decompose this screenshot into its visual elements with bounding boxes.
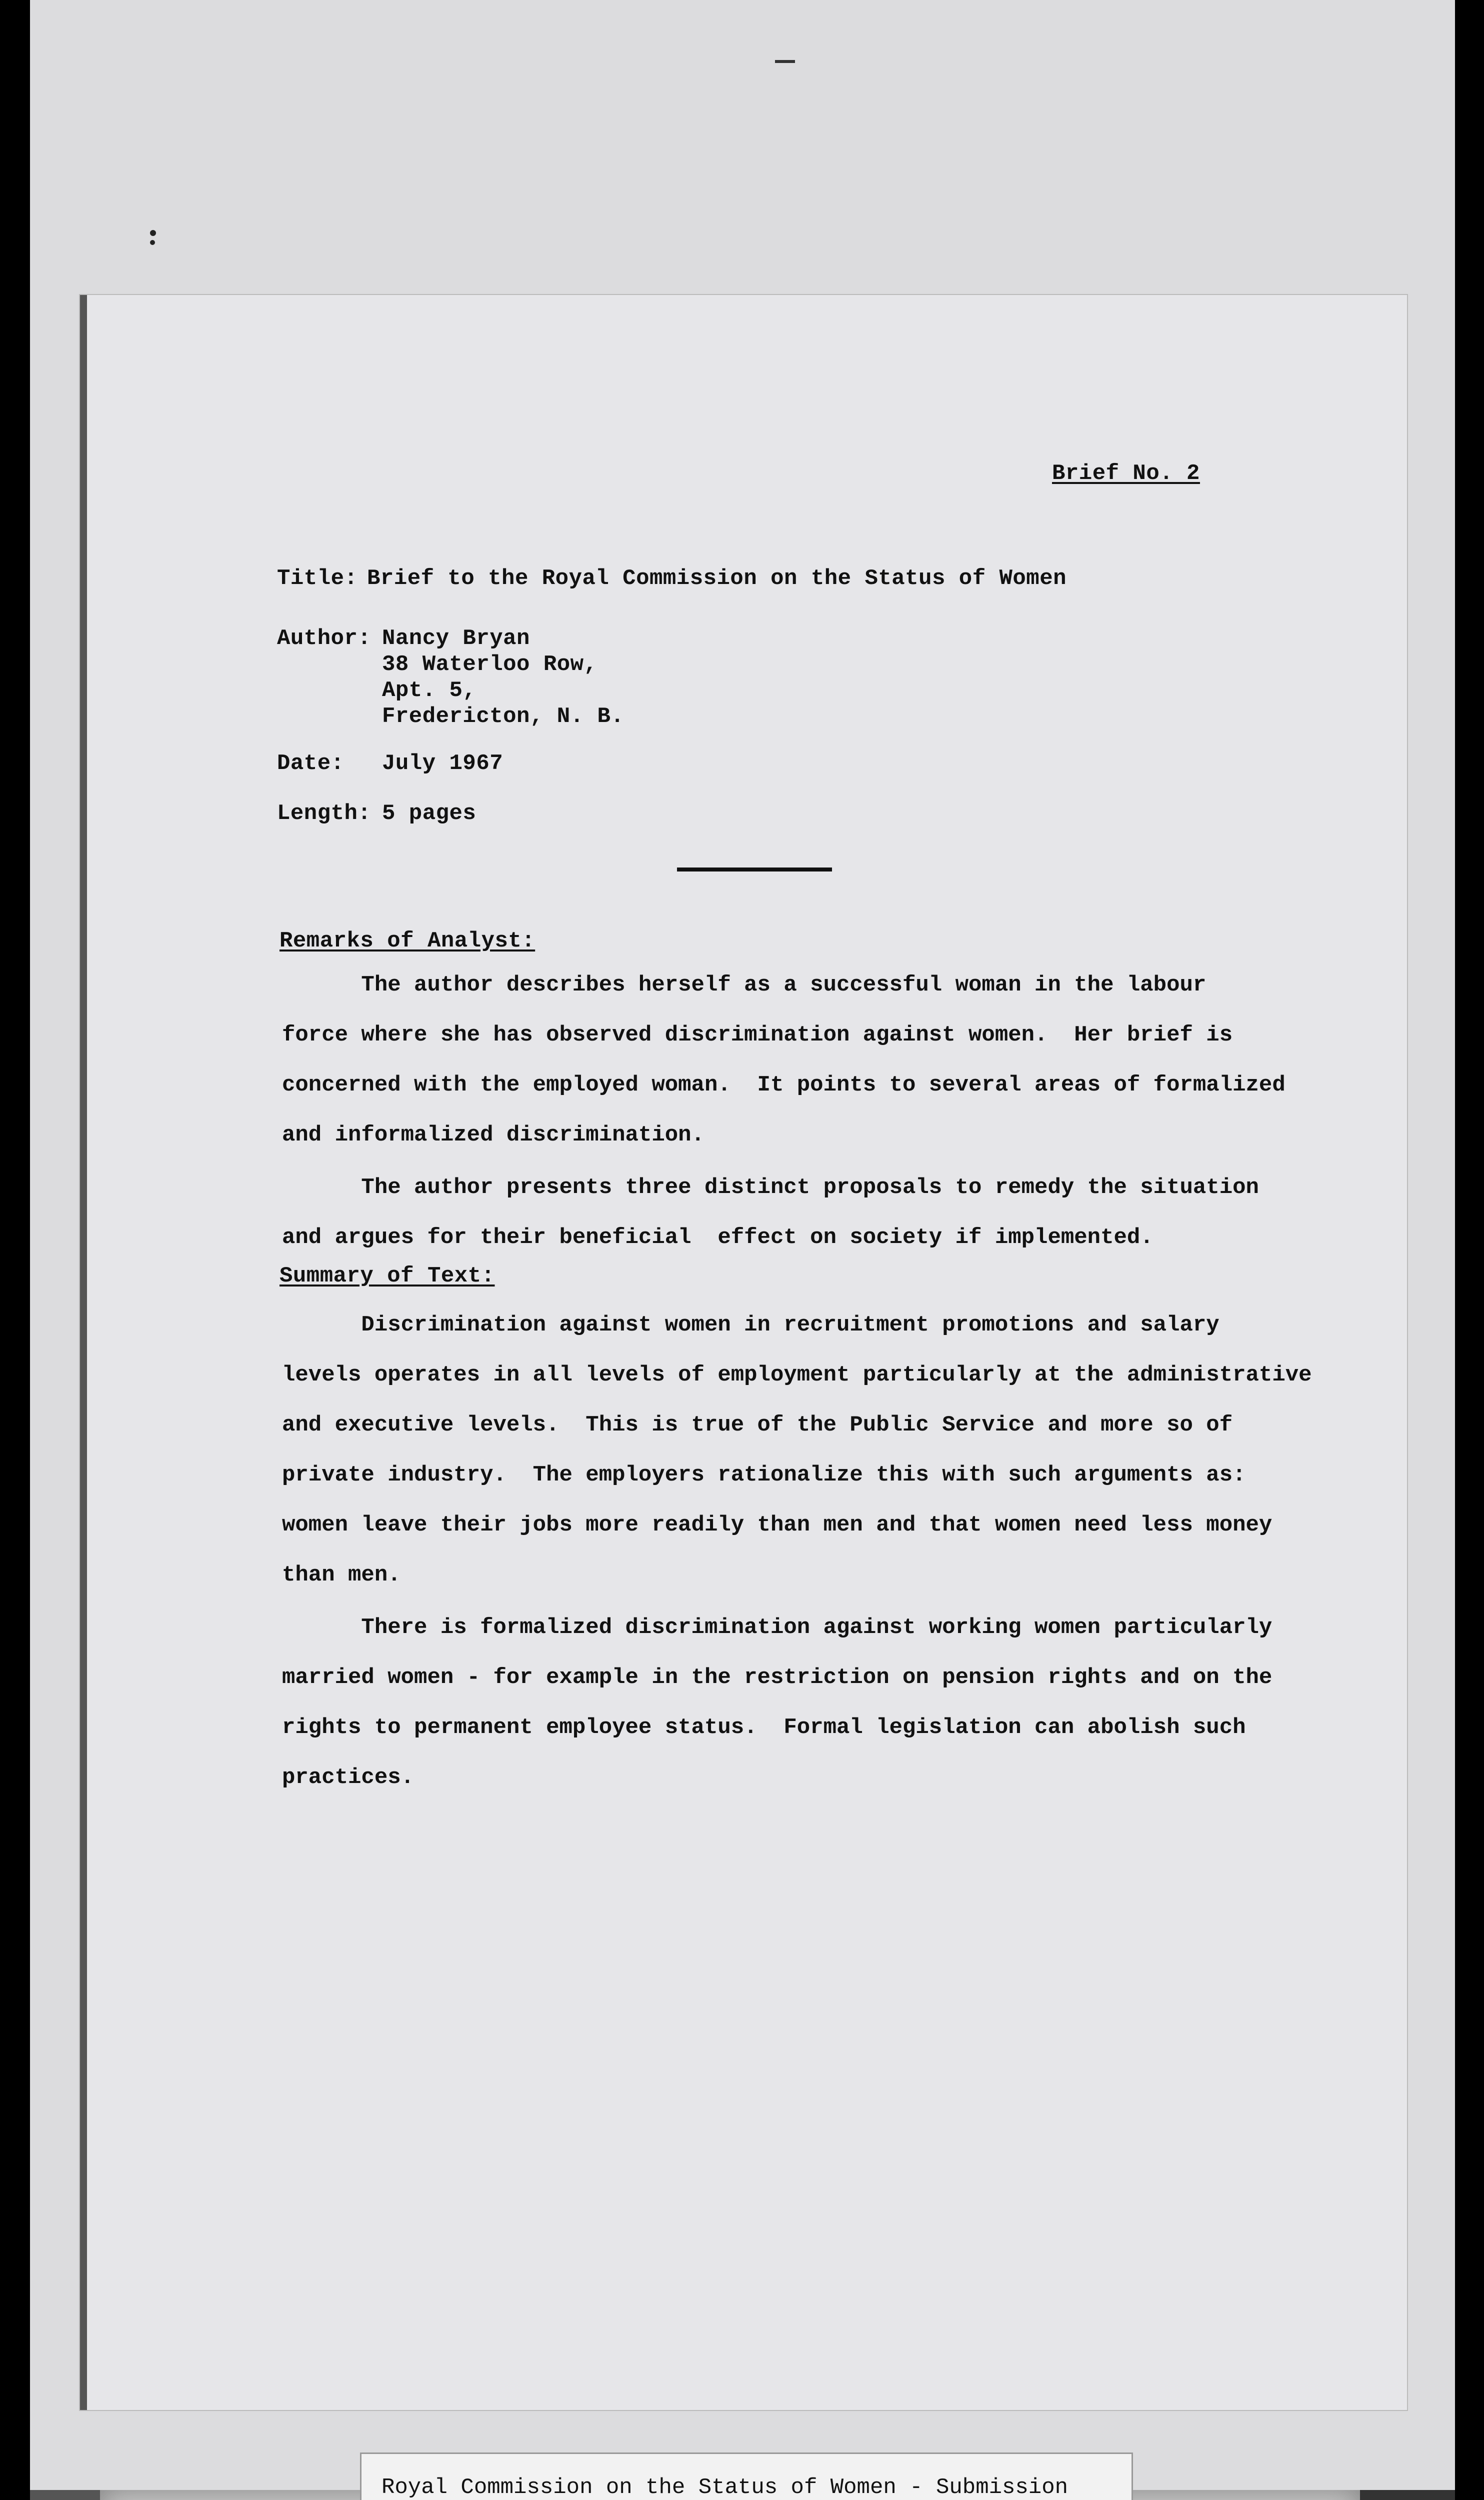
author-line: Apt. 5,	[382, 678, 476, 703]
text-line: The author presents three distinct proposals to remedy the situation	[282, 1175, 1259, 1200]
section-divider	[677, 868, 832, 872]
text-line: private industry. The employers rationalize this with such arguments as:	[282, 1462, 1246, 1488]
brief-number: Brief No. 2	[1052, 461, 1200, 486]
author-line: Nancy Bryan	[382, 626, 530, 651]
text-line: and executive levels. This is true of the Public Service and more so of	[282, 1412, 1233, 1438]
dust-speck	[150, 230, 156, 236]
text-line: women leave their jobs more readily than men and that women need less money	[282, 1512, 1272, 1538]
date-label: Date:	[277, 751, 344, 776]
title-label: Title:	[277, 566, 358, 591]
mount-mark	[775, 60, 795, 63]
label-line: Royal Commission on the Status of Women - Submission	[382, 2475, 1068, 2500]
remarks-heading: Remarks of Analyst:	[280, 928, 536, 954]
text-line: practices.	[282, 1765, 414, 1790]
summary-paragraph	[282, 1602, 1412, 1802]
text-line: concerned with the employed woman. It points to several areas of formalized	[282, 1072, 1286, 1098]
text-line: force where she has observed discrimination against women. Her brief is	[282, 1022, 1233, 1048]
text-line: and argues for their beneficial effect on society if implemented.	[282, 1225, 1154, 1250]
archive-reference-label	[360, 2452, 1133, 2500]
summary-heading: Summary of Text:	[280, 1264, 495, 1288]
text-line: and informalized discrimination.	[282, 1122, 704, 1148]
film-edge	[1360, 2490, 1455, 2500]
author-line: 38 Waterloo Row,	[382, 652, 598, 677]
author-label: Author:	[277, 626, 372, 651]
length-label: Length:	[277, 801, 372, 826]
title-value: Brief to the Royal Commission on the Status of Women	[367, 566, 1067, 591]
dust-speck	[150, 240, 155, 245]
remarks-paragraph	[282, 1162, 1412, 1262]
text-line: There is formalized discrimination against working women particularly	[282, 1615, 1272, 1640]
document-page	[80, 295, 1407, 2410]
length-value: 5 pages	[382, 801, 476, 826]
remarks-paragraph	[282, 960, 1412, 1160]
text-line: married women - for example in the restriction on pension rights and on the	[282, 1665, 1272, 1690]
text-line: levels operates in all levels of employment particularly at the administrative	[282, 1362, 1312, 1388]
author-line: Fredericton, N. B.	[382, 704, 624, 729]
text-line: Discrimination against women in recruitment promotions and salary	[282, 1312, 1220, 1338]
film-edge	[30, 2490, 100, 2500]
summary-paragraph	[282, 1300, 1412, 1600]
date-value: July 1967	[382, 751, 504, 776]
text-line: rights to permanent employee status. Formal legislation can abolish such	[282, 1715, 1246, 1740]
text-line: The author describes herself as a successful woman in the labour	[282, 972, 1206, 998]
text-line: than men.	[282, 1562, 401, 1588]
